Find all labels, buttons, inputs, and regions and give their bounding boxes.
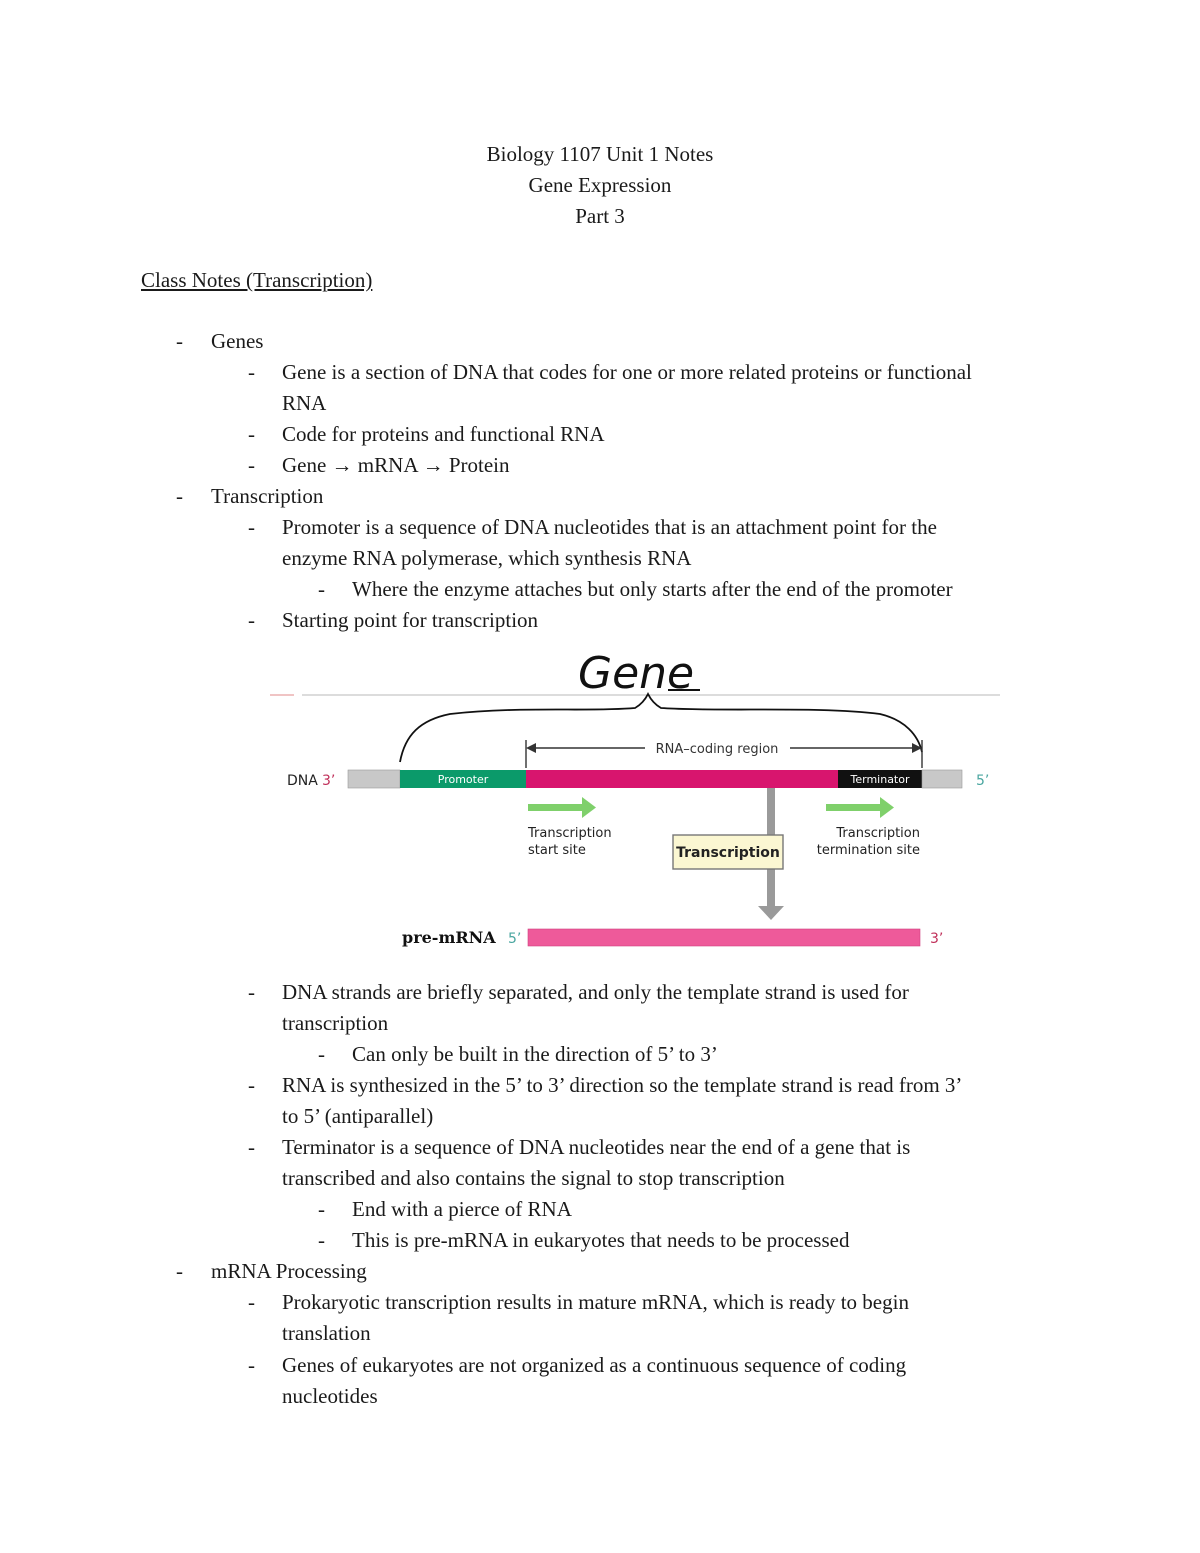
bullet-dash: - (248, 1073, 255, 1097)
bullet-dash: - (318, 1228, 325, 1252)
bullet-dash: - (318, 577, 325, 601)
promoter-label: Promoter (437, 773, 489, 786)
transcription-diagram (260, 640, 1020, 960)
dna-right-flank (922, 770, 962, 788)
start-site-label-line-1: Transcription (528, 826, 612, 841)
starting-point: Starting point for transcription (282, 608, 539, 632)
bullet-dash: - (248, 453, 255, 477)
start-site-label-line-2: start site (528, 843, 586, 858)
dna-strands-sub: Can only be built in the direction of 5’ to 3’ (352, 1042, 718, 1066)
rna-synth-line-2: to 5’ (antiparallel) (282, 1104, 434, 1128)
dna-strands-line-2: transcription (282, 1011, 389, 1035)
genes-item-2: Code for proteins and functional RNA (282, 422, 605, 446)
premrna-label: pre-mRNA (402, 928, 496, 947)
transcription-process-label: Transcription (676, 845, 780, 861)
dna-strands-line-1: DNA strands are briefly separated, and only the template strand is used for (282, 980, 909, 1004)
document-title: Biology 1107 Unit 1 Notes (486, 142, 714, 166)
premrna-right-end: 3’ (930, 931, 944, 947)
bullet-dash: - (176, 484, 183, 508)
terminator-sub-1: End with a pierce of RNA (352, 1197, 572, 1221)
terminator-line-1: Terminator is a sequence of DNA nucleotides near the end of a gene that is (282, 1135, 911, 1159)
mrna-item-2-line-2: nucleotides (282, 1384, 378, 1408)
promoter-line-2: enzyme RNA polymerase, which synthesis RNA (282, 546, 692, 570)
coding-region-label: RNA–coding region (655, 742, 779, 757)
bullet-dash: - (248, 1353, 255, 1377)
bullet-dash: - (248, 360, 255, 384)
bullet-dash: - (248, 422, 255, 446)
coding-segment (526, 770, 838, 788)
document-subtitle: Gene Expression (528, 173, 672, 197)
mrna-item-1-line-1: Prokaryotic transcription results in mature mRNA, which is ready to begin (282, 1290, 909, 1314)
outline-transcription-label: Transcription (211, 484, 324, 508)
promoter-line-1: Promoter is a sequence of DNA nucleotides that is an attachment point for the (282, 515, 937, 539)
mrna-item-2-line-1: Genes of eukaryotes are not organized as a continuous sequence of coding (282, 1353, 907, 1377)
terminator-label: Terminator (850, 773, 910, 786)
process-arrow-head (758, 906, 784, 920)
terminator-line-2: transcribed and also contains the signal to stop transcription (282, 1166, 785, 1190)
bullet-dash: - (176, 1259, 183, 1283)
dna-right-end: 5’ (976, 773, 990, 789)
genes-item-1-line-1: Gene is a section of DNA that codes for one or more related proteins or functional (282, 360, 972, 384)
premrna-bar (528, 929, 920, 946)
bullet-dash: - (248, 1135, 255, 1159)
start-arrow-shaft (528, 804, 584, 811)
termination-site-label-line-2: termination site (816, 843, 920, 858)
termination-arrow-head (880, 797, 894, 818)
handwritten-gene-label: Gene (578, 648, 695, 699)
bullet-dash: - (248, 515, 255, 539)
document-part: Part 3 (575, 204, 625, 228)
rna-synth-line-1: RNA is synthesized in the 5’ to 3’ direction so the template strand is read from 3’ (282, 1073, 963, 1097)
bullet-dash: - (248, 980, 255, 1004)
outline-mrna-processing-label: mRNA Processing (211, 1259, 367, 1283)
bullet-dash: - (318, 1197, 325, 1221)
termination-site-label-line-1: Transcription (836, 826, 920, 841)
terminator-sub-2: This is pre-mRNA in eukaryotes that needs to be processed (352, 1228, 850, 1252)
mrna-item-1-line-2: translation (282, 1321, 371, 1345)
section-heading: Class Notes (Transcription) (141, 268, 373, 292)
premrna-left-end: 5’ (508, 931, 522, 947)
genes-item-1-line-2: RNA (282, 391, 327, 415)
outline-genes-label: Genes (211, 329, 264, 353)
bullet-dash: - (248, 1290, 255, 1314)
bullet-dash: - (318, 1042, 325, 1066)
promoter-sub: Where the enzyme attaches but only starts after the end of the promoter (352, 577, 953, 601)
dna-left-end: 3’ (322, 773, 336, 789)
dna-label: DNA (287, 773, 318, 789)
start-arrow-head (582, 797, 596, 818)
genes-item-3: Gene → mRNA → Protein (282, 453, 510, 477)
bullet-dash: - (248, 608, 255, 632)
bullet-dash: - (176, 329, 183, 353)
termination-arrow-shaft (826, 804, 882, 811)
dna-left-flank (348, 770, 400, 788)
coding-arrow-left-head (526, 743, 536, 753)
